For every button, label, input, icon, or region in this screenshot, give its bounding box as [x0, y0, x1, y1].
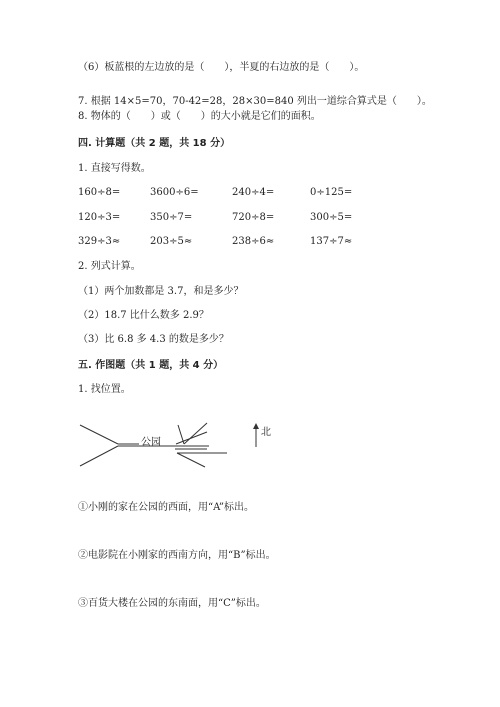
- calc-cell: 238÷6≈: [232, 236, 275, 247]
- calc-cell: 720÷8=: [232, 212, 275, 223]
- word-problem-2: （2）18.7 比什么数多 2.9？: [78, 310, 209, 321]
- calc-cell: 203÷5≈: [150, 236, 193, 247]
- question-8: 8. 物体的（ ）或（ ）的大小就是它们的面积。: [78, 111, 321, 122]
- map-task-3: ③百货大楼在公园的东南面，用“C”标出。: [78, 598, 266, 609]
- calc-cell: 350÷7=: [150, 212, 193, 223]
- road-line: [80, 446, 118, 466]
- calc-cell: 120÷3=: [78, 212, 121, 223]
- calc-cell: 240÷4=: [232, 187, 275, 198]
- sub-2-title: 2. 列式计算。: [78, 261, 141, 272]
- word-problem-1: （1）两个加数都是 3.7，和是多少？: [78, 286, 244, 297]
- sub-1-title-5: 1. 找位置。: [78, 384, 131, 395]
- location-map: [75, 415, 295, 475]
- question-7: 7. 根据 14×5=70，70-42=28，28×30=840 列出一道综合算式是（ ）。: [78, 96, 432, 107]
- section-5-title: 五. 作图题（共 1 题，共 4 分）: [78, 360, 224, 371]
- calc-cell: 300÷5=: [310, 212, 353, 223]
- sub-1-title: 1. 直接写得数。: [78, 163, 151, 174]
- calc-cell: 0÷125=: [310, 187, 353, 198]
- calc-cell: 3600÷6=: [150, 187, 199, 198]
- calc-cell: 329÷3≈: [78, 236, 121, 247]
- section-4-title: 四. 计算题（共 2 题，共 18 分）: [78, 138, 231, 149]
- park-label: 公园: [141, 437, 161, 448]
- north-label: 北: [261, 427, 271, 438]
- calc-cell: 137÷7≈: [310, 236, 353, 247]
- map-task-2: ②电影院在小刚家的西南方向，用“B”标出。: [78, 550, 276, 561]
- north-arrow: [253, 423, 259, 447]
- map-task-1: ①小刚的家在公园的西面，用“A”标出。: [78, 502, 254, 513]
- word-problem-3: （3）比 6.8 多 4.3 的数是多少？: [78, 334, 229, 345]
- road-line: [80, 425, 118, 444]
- question-6: （6）板蓝根的左边放的是（ ），半夏的右边放的是（ ）。: [78, 62, 365, 73]
- calc-cell: 160÷8=: [78, 187, 121, 198]
- road-line: [177, 453, 205, 467]
